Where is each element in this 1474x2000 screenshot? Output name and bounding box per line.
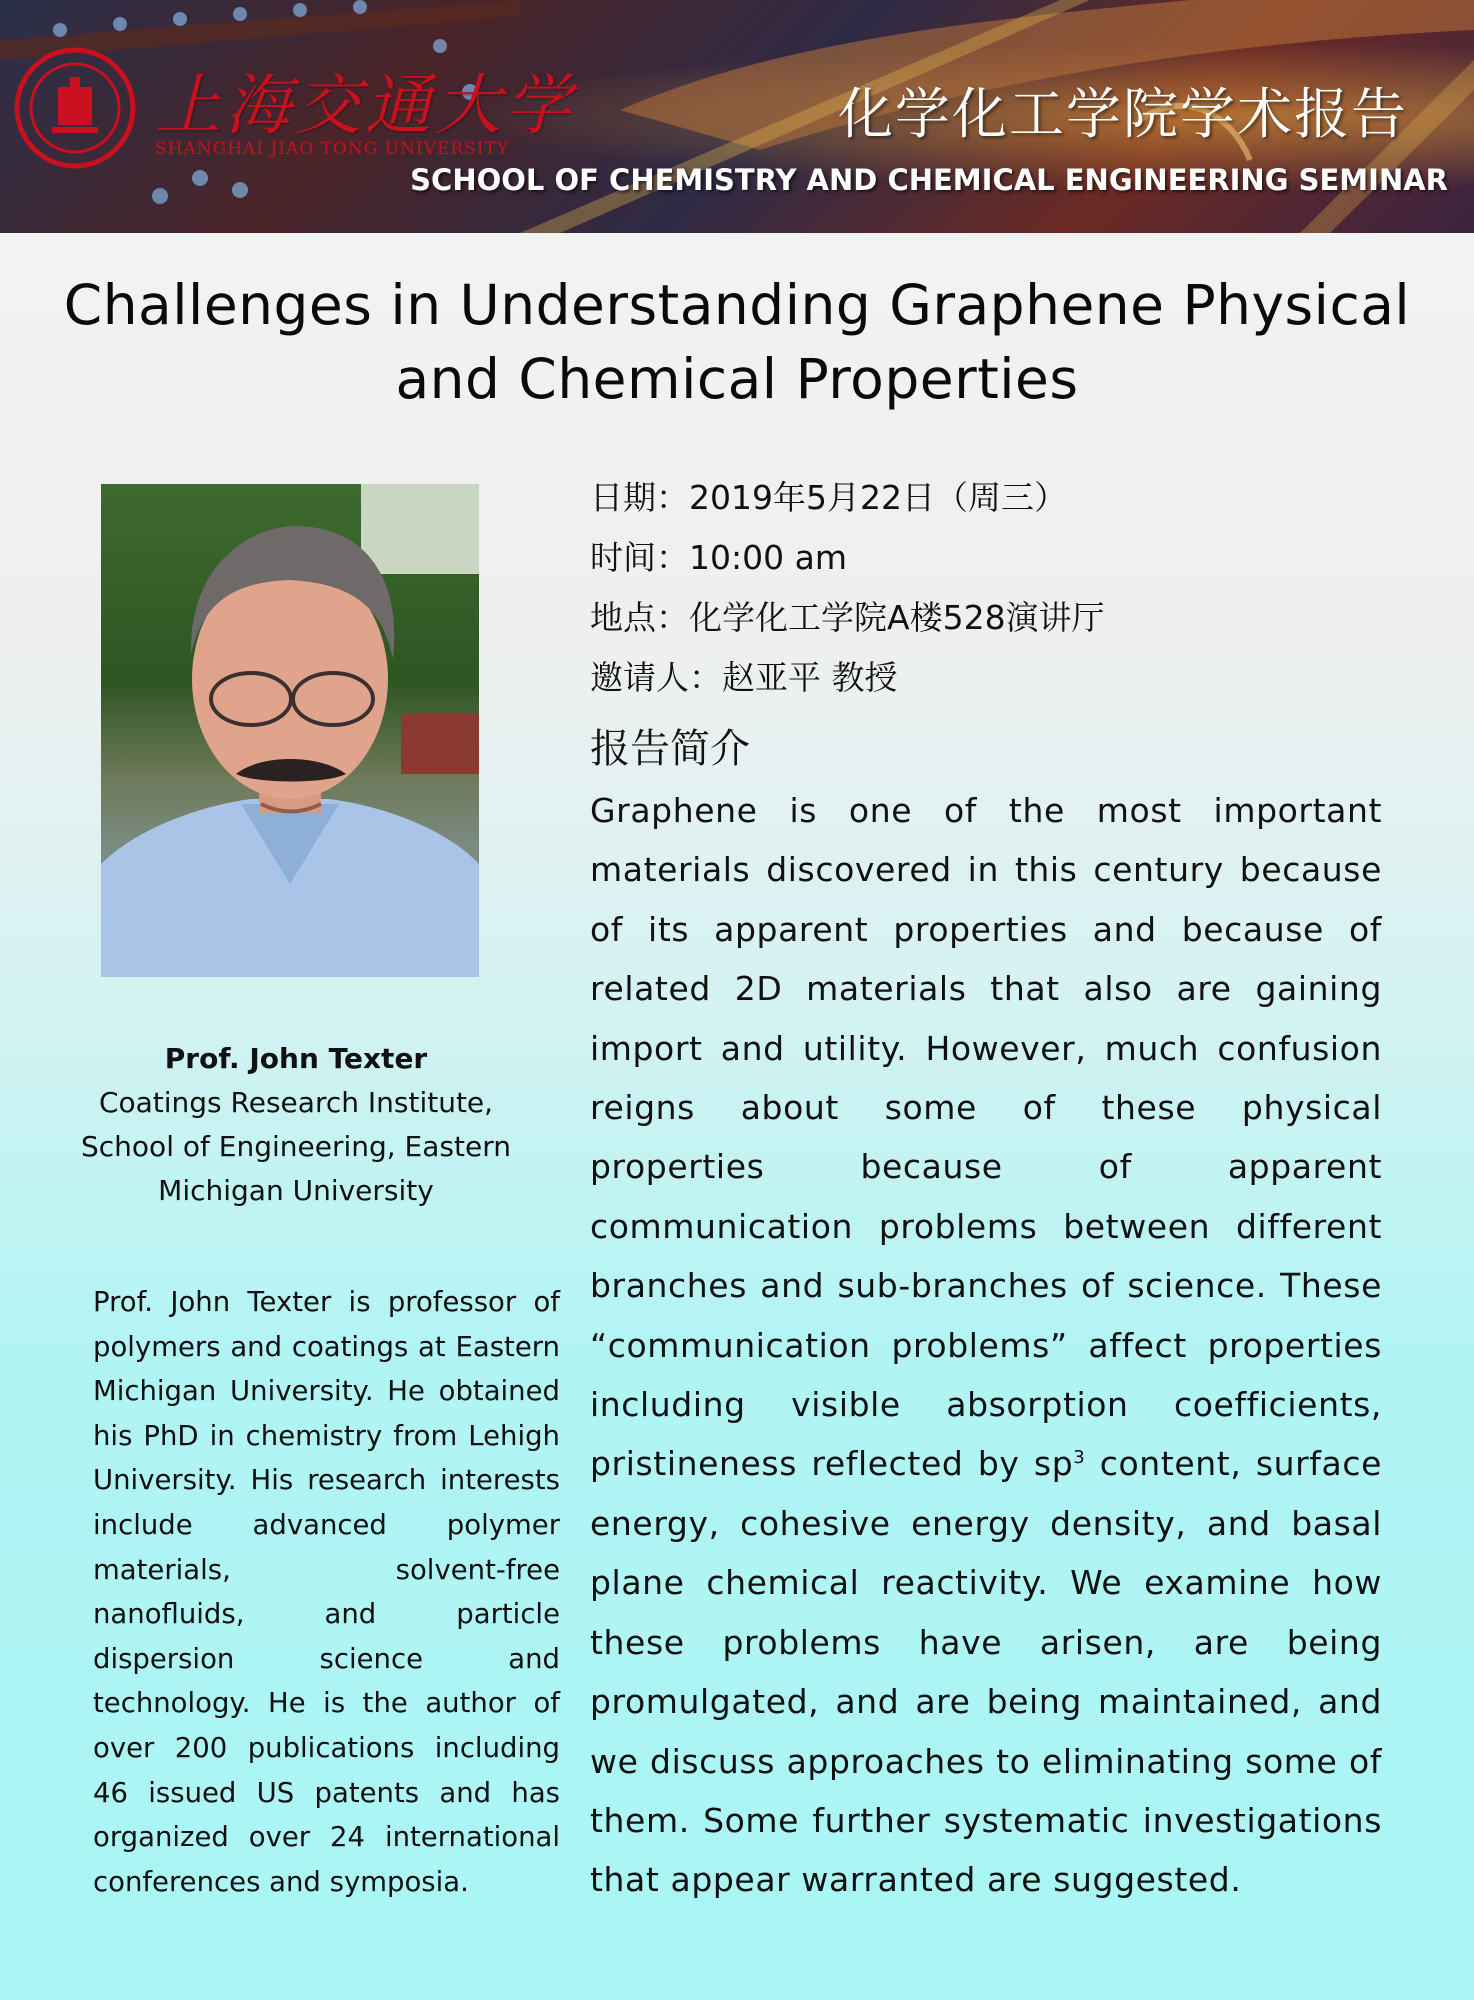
seminar-venue: 地点：化学化工学院A楼528演讲厅 [590,598,1105,637]
talk-title: Challenges in Understanding Graphene Physical and Chemical Properties [63,273,1411,411]
seminar-host: 邀请人：赵亚平 教授 [590,658,898,697]
seminar-title-en: SCHOOL OF CHEMISTRY AND CHEMICAL ENGINEERING SEMINAR [410,163,1448,197]
abstract-superscript: 3 [1073,1447,1086,1469]
university-name-en: SHANGHAI JIAO TONG UNIVERSITY [155,139,510,159]
speaker-info [70,1037,522,1213]
seminar-date: 日期：2019年5月22日（周三） [590,478,1067,517]
speaker-affiliation-line: School of Engineering, Eastern [81,1130,511,1163]
abstract-heading: 报告简介 [590,726,750,772]
seminar-time: 时间：10:00 am [590,538,847,577]
speaker-affiliation-line: Coatings Research Institute, [98,1086,494,1119]
university-name-cn: 上海交通大学 [155,67,575,144]
seminar-details [590,468,1105,708]
university-seal-icon [14,47,136,169]
speaker-bio: Prof. John Texter is professor of polymers and coatings at Eastern Michigan University. He obtained his PhD in chemistry from Lehigh University. His research interests include advanced polymer materials, solvent-free nanofluids, and particle dispersion science and technology. He is the author of over 200 publications including 46 issued US patents and has organized over 24 international conferences and symposia. [93,1286,560,1898]
abstract-text-part: Graphene is one of the most important materials discovered in this century because of its apparent properties and because of related 2D materials that also are gaining import and utility. However, much confusion reigns about some of these physical properties because of apparent communication problems between different branches and sub-branches of science. These “communication problems” affect properties including visible absorption coefficients, pristineness reflected by sp [590,791,1382,1484]
speaker-name: Prof. John Texter [164,1042,428,1075]
abstract-text-part: content, surface energy, cohesive energy density, and basal plane chemical reactivity. We examine how these problems have arisen, are being promulgated, and are being maintained, and we discuss approaches to eliminating some of them. Some further systematic investigations that appear warranted are suggested. [590,1444,1382,1900]
speaker-affiliation-line: Michigan University [158,1174,434,1207]
speaker-photo [101,484,479,977]
header-banner [0,0,1474,233]
speaker-portrait-icon [101,484,479,977]
seminar-title-cn: 化学化工学院学术报告 [837,82,1408,146]
abstract-text [590,781,1382,1910]
